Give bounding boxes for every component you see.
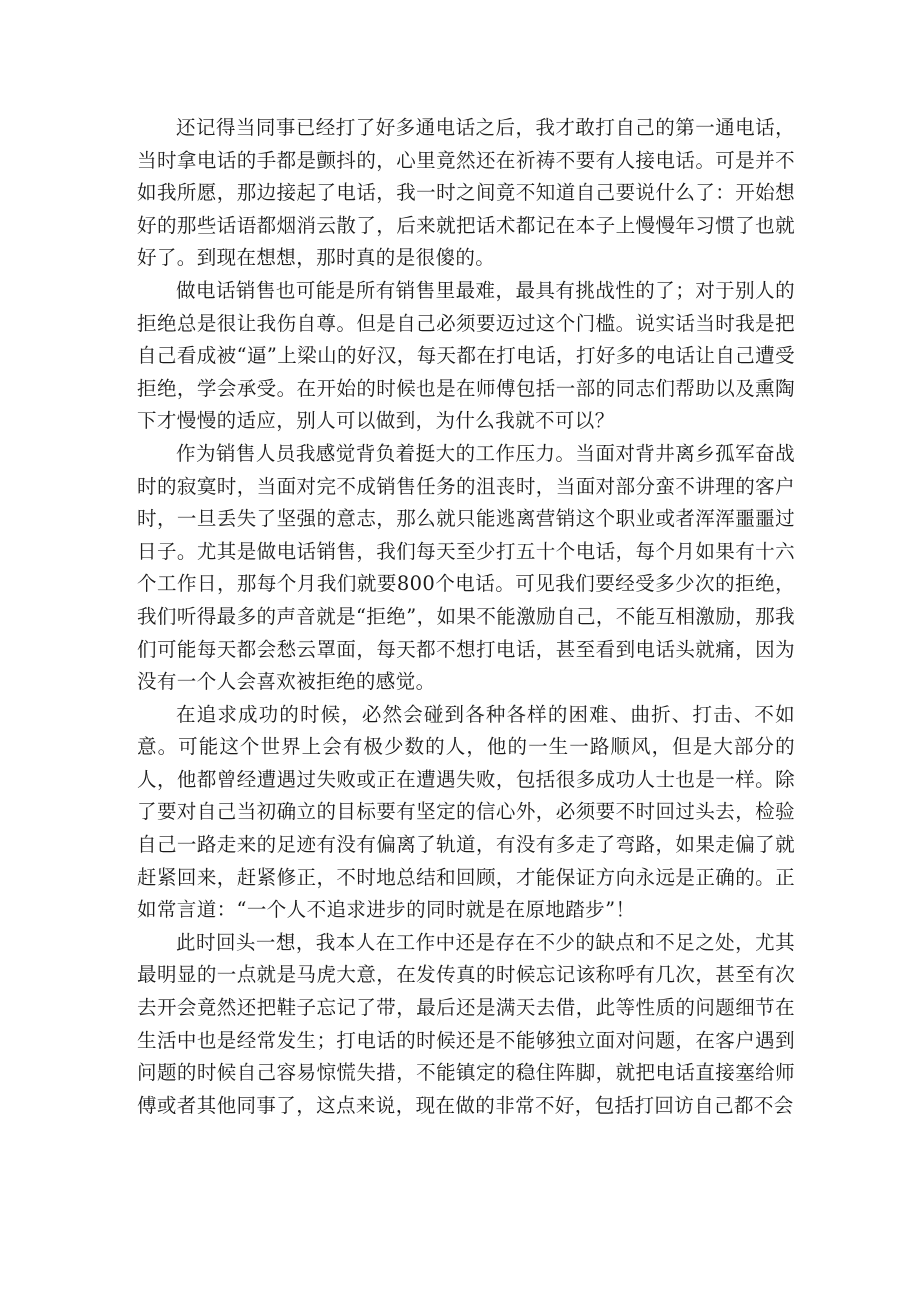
paragraph-phone-sales-challenge: 做电话销售也可能是所有销售里最难，最具有挑战性的了；对于别人的拒绝总是很让我伤自尊。但是自己必须要迈过这个门槛。说实话当时我是把自己看成被“逼”上梁山的好汉，每天都在打电话，打好多的电话让自己遭受拒绝，学会承受。在开始的时候也是在师傅包括一部的同志们帮助以及熏陶下才慢慢的适应，别人可以做到，为什么我就不可以？ (137, 278, 795, 433)
paragraph-shortcomings: 此时回头一想，我本人在工作中还是存在不少的缺点和不足之处，尤其最明显的一点就是马虎大意，在发传真的时候忘记该称呼有几次，甚至有次去开会竟然还把鞋子忘记了带，最后还是满天去借，此等性质的问题细节在生活中也是经常发生；打电话的时候还是不能够独立面对问题，在客户遇到问题的时候自己容易惊慌失措，不能镇定的稳住阵脚，就把电话直接塞给师傅或者其他同事了，这点来说，现在做的非常不好，包括打回访自己都不会 (137, 930, 795, 1117)
paragraph-work-pressure: 作为销售人员我感觉背负着挺大的工作压力。当面对背井离乡孤军奋战时的寂寞时，当面对完不成销售任务的沮丧时，当面对部分蛮不讲理的客户时，一旦丢失了坚强的意志，那么就只能逃离营销这个职业或者浑浑噩噩过日子。尤其是做电话销售，我们每天至少打五十个电话，每个月如果有十六个工作日，那每个月我们就要800个电话。可见我们要经受多少次的拒绝，我们听得最多的声音就是“拒绝”，如果不能激励自己，不能互相激励，那我们可能每天都会愁云罩面，每天都不想打电话，甚至看到电话头就痛，因为没有一个人会喜欢被拒绝的感觉。 (137, 441, 795, 694)
paragraph-pursuing-success: 在追求成功的时候，必然会碰到各种各样的困难、曲折、打击、不如意。可能这个世界上会有极少数的人，他的一生一路顺风，但是大部分的人，他都曾经遭遇过失败或正在遭遇失败，包括很多成功人士也是一样。除了要对自己当初确立的目标要有坚定的信心外，必须要不时回过头去，检验自己一路走来的足迹有没有偏离了轨道，有没有多走了弯路，如果走偏了就赶紧回来，赶紧修正，不时地总结和回顾，才能保证方向永远是正确的。正如常言道：“一个人不追求进步的同时就是在原地踏步”！ (137, 702, 795, 922)
document-body (137, 112, 795, 1122)
paragraph-first-call: 还记得当同事已经打了好多通电话之后，我才敢打自己的第一通电话，当时拿电话的手都是颤抖的，心里竟然还在祈祷不要有人接电话。可是并不如我所愿，那边接起了电话，我一时之间竟不知道自己要说什么了：开始想好的那些话语都烟消云散了，后来就把话术都记在本子上慢慢年习惯了也就好了。到现在想想，那时真的是很傻的。 (137, 116, 795, 270)
